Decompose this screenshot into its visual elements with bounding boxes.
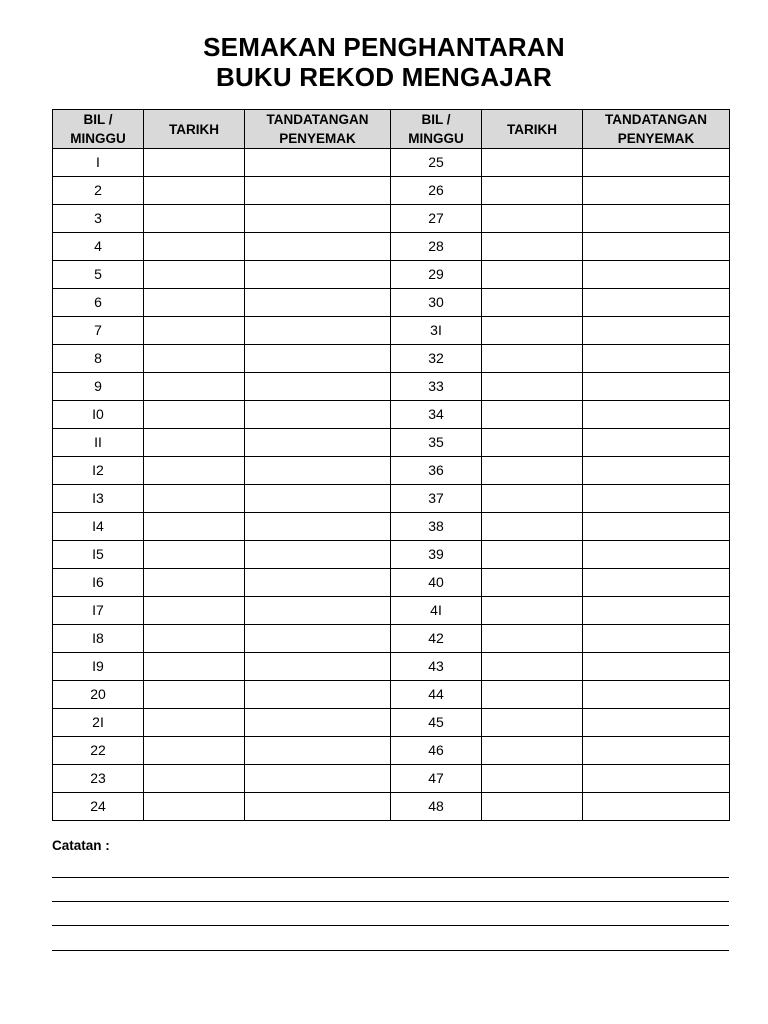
page-title-line-2: BUKU REKOD MENGAJAR [215,62,553,92]
date-cell-right[interactable] [482,177,583,205]
date-cell-left[interactable] [144,429,245,457]
date-cell-left[interactable] [144,457,245,485]
week-left: I7 [53,597,144,625]
table-row [53,429,730,457]
signature-cell-right[interactable] [583,345,730,373]
signature-cell-right[interactable] [583,401,730,429]
week-right: 39 [391,541,482,569]
notes-write-line[interactable] [52,925,729,926]
week-right: 30 [391,289,482,317]
table-row [53,345,730,373]
date-cell-right[interactable] [482,233,583,261]
week-right: 25 [391,149,482,177]
week-left: I5 [53,541,144,569]
date-cell-left[interactable] [144,233,245,261]
signature-cell-left[interactable] [245,737,391,765]
table-row [53,457,730,485]
header-text: PENYEMAK [279,131,356,146]
week-left: 3 [53,205,144,233]
signature-cell-left[interactable] [245,485,391,513]
signature-cell-left[interactable] [245,261,391,289]
header-tandatangan-right [583,110,730,149]
week-right: 46 [391,737,482,765]
date-cell-right[interactable] [482,513,583,541]
header-tarikh-right [482,110,583,149]
signature-cell-left[interactable] [245,401,391,429]
week-right: 36 [391,457,482,485]
week-left: 22 [53,737,144,765]
table-row [53,765,730,793]
header-tarikh-left [144,110,245,149]
page-title-line-1: SEMAKAN PENGHANTARAN [203,32,565,62]
week-left: II [53,429,144,457]
date-cell-right[interactable] [482,457,583,485]
table-row [53,709,730,737]
week-left: I4 [53,513,144,541]
week-left: I3 [53,485,144,513]
table-body [53,149,730,821]
week-left: I9 [53,653,144,681]
week-right: 48 [391,793,482,821]
week-right: 26 [391,177,482,205]
date-cell-left[interactable] [144,709,245,737]
signature-cell-left[interactable] [245,709,391,737]
table-row [53,793,730,821]
table-row [53,401,730,429]
signature-cell-right[interactable] [583,233,730,261]
signature-cell-left[interactable] [245,317,391,345]
signature-cell-left[interactable] [245,681,391,709]
week-right: 35 [391,429,482,457]
date-cell-right[interactable] [482,429,583,457]
week-right: 29 [391,261,482,289]
signature-cell-left[interactable] [245,177,391,205]
date-cell-right[interactable] [482,793,583,821]
table-row [53,597,730,625]
date-cell-right[interactable] [482,625,583,653]
signature-cell-right[interactable] [583,205,730,233]
table-row [53,205,730,233]
week-left: 2I [53,709,144,737]
date-cell-right[interactable] [482,709,583,737]
signature-cell-right[interactable] [583,177,730,205]
table-row [53,737,730,765]
week-right: 47 [391,765,482,793]
date-cell-left[interactable] [144,345,245,373]
header-text: MINGGU [408,131,464,146]
signature-cell-right[interactable] [583,457,730,485]
week-right: 32 [391,345,482,373]
signature-cell-right[interactable] [583,541,730,569]
date-cell-right[interactable] [482,317,583,345]
signature-cell-right[interactable] [583,485,730,513]
week-left: I2 [53,457,144,485]
date-cell-left[interactable] [144,289,245,317]
week-left: I6 [53,569,144,597]
week-left: 2 [53,177,144,205]
header-text: TARIKH [507,121,557,137]
week-left: I8 [53,625,144,653]
table-header-row [53,110,730,149]
date-cell-left[interactable] [144,373,245,401]
week-right: 45 [391,709,482,737]
week-left: 4 [53,233,144,261]
date-cell-right[interactable] [482,653,583,681]
date-cell-right[interactable] [482,401,583,429]
week-right: 33 [391,373,482,401]
signature-cell-right[interactable] [583,737,730,765]
signature-cell-right[interactable] [583,625,730,653]
date-cell-left[interactable] [144,569,245,597]
week-left: I [53,149,144,177]
week-left: 23 [53,765,144,793]
week-left: 5 [53,261,144,289]
header-text: BIL / [421,112,451,127]
header-text: BIL / [83,112,113,127]
week-left: 7 [53,317,144,345]
signature-cell-left[interactable] [245,373,391,401]
signature-cell-right[interactable] [583,709,730,737]
signature-cell-left[interactable] [245,541,391,569]
signature-cell-right[interactable] [583,653,730,681]
table-row [53,653,730,681]
notes-write-line[interactable] [52,901,729,902]
signature-cell-right[interactable] [583,765,730,793]
header-bil-minggu-right [391,110,482,149]
signature-cell-right[interactable] [583,597,730,625]
date-cell-left[interactable] [144,597,245,625]
signature-cell-right[interactable] [583,289,730,317]
table-row [53,485,730,513]
header-text: PENYEMAK [617,131,695,146]
table-row [53,625,730,653]
week-right: 27 [391,205,482,233]
week-right: 3I [391,317,482,345]
date-cell-right[interactable] [482,149,583,177]
signature-cell-left[interactable] [245,653,391,681]
date-cell-right[interactable] [482,765,583,793]
header-text: TARIKH [169,121,219,137]
date-cell-right[interactable] [482,261,583,289]
date-cell-left[interactable] [144,485,245,513]
date-cell-left[interactable] [144,681,245,709]
table-row [53,569,730,597]
signature-cell-left[interactable] [245,513,391,541]
signature-cell-right[interactable] [583,513,730,541]
date-cell-right[interactable] [482,681,583,709]
table-row [53,149,730,177]
date-cell-right[interactable] [482,737,583,765]
table-row [53,373,730,401]
table-row [53,261,730,289]
week-left: 6 [53,289,144,317]
date-cell-right[interactable] [482,597,583,625]
signature-cell-left[interactable] [245,345,391,373]
week-right: 43 [391,653,482,681]
date-cell-right[interactable] [482,569,583,597]
week-left: 24 [53,793,144,821]
submission-check-table [52,109,730,821]
table-row [53,177,730,205]
header-tandatangan-left [245,110,391,149]
notes-label: Catatan : [52,838,110,853]
date-cell-left[interactable] [144,205,245,233]
table-row [53,317,730,345]
week-right: 44 [391,681,482,709]
date-cell-right[interactable] [482,205,583,233]
date-cell-left[interactable] [144,149,245,177]
signature-cell-left[interactable] [245,233,391,261]
signature-cell-right[interactable] [583,681,730,709]
date-cell-right[interactable] [482,345,583,373]
date-cell-left[interactable] [144,513,245,541]
week-left: 20 [53,681,144,709]
date-cell-left[interactable] [144,793,245,821]
week-right: 42 [391,625,482,653]
header-text: TANDATANGAN [605,112,707,127]
signature-cell-right[interactable] [583,149,730,177]
signature-cell-left[interactable] [245,429,391,457]
signature-cell-left[interactable] [245,625,391,653]
week-right: 38 [391,513,482,541]
date-cell-right[interactable] [482,289,583,317]
signature-cell-left[interactable] [245,149,391,177]
notes-write-line[interactable] [52,877,729,878]
table-row [53,681,730,709]
week-right: 40 [391,569,482,597]
date-cell-left[interactable] [144,317,245,345]
signature-cell-right[interactable] [583,569,730,597]
week-right: 28 [391,233,482,261]
signature-cell-left[interactable] [245,205,391,233]
date-cell-right[interactable] [482,485,583,513]
date-cell-left[interactable] [144,177,245,205]
signature-cell-left[interactable] [245,289,391,317]
header-text: TANDATANGAN [266,112,369,127]
date-cell-left[interactable] [144,653,245,681]
signature-cell-right[interactable] [583,373,730,401]
week-left: I0 [53,401,144,429]
signature-cell-right[interactable] [583,793,730,821]
signature-cell-left[interactable] [245,569,391,597]
signature-cell-left[interactable] [245,457,391,485]
week-left: 8 [53,345,144,373]
week-right: 37 [391,485,482,513]
table-row [53,289,730,317]
week-right: 4I [391,597,482,625]
date-cell-right[interactable] [482,541,583,569]
signature-cell-right[interactable] [583,317,730,345]
date-cell-left[interactable] [144,737,245,765]
table-row [53,541,730,569]
signature-cell-left[interactable] [245,765,391,793]
date-cell-left[interactable] [144,541,245,569]
table-row [53,513,730,541]
header-text: MINGGU [70,131,126,146]
date-cell-left[interactable] [144,401,245,429]
week-right: 34 [391,401,482,429]
week-left: 9 [53,373,144,401]
table-row [53,233,730,261]
signature-cell-left[interactable] [245,793,391,821]
date-cell-right[interactable] [482,373,583,401]
notes-write-line[interactable] [52,950,729,951]
date-cell-left[interactable] [144,765,245,793]
signature-cell-right[interactable] [583,429,730,457]
date-cell-left[interactable] [144,625,245,653]
signature-cell-right[interactable] [583,261,730,289]
signature-cell-left[interactable] [245,597,391,625]
date-cell-left[interactable] [144,261,245,289]
header-bil-minggu-left [53,110,144,149]
